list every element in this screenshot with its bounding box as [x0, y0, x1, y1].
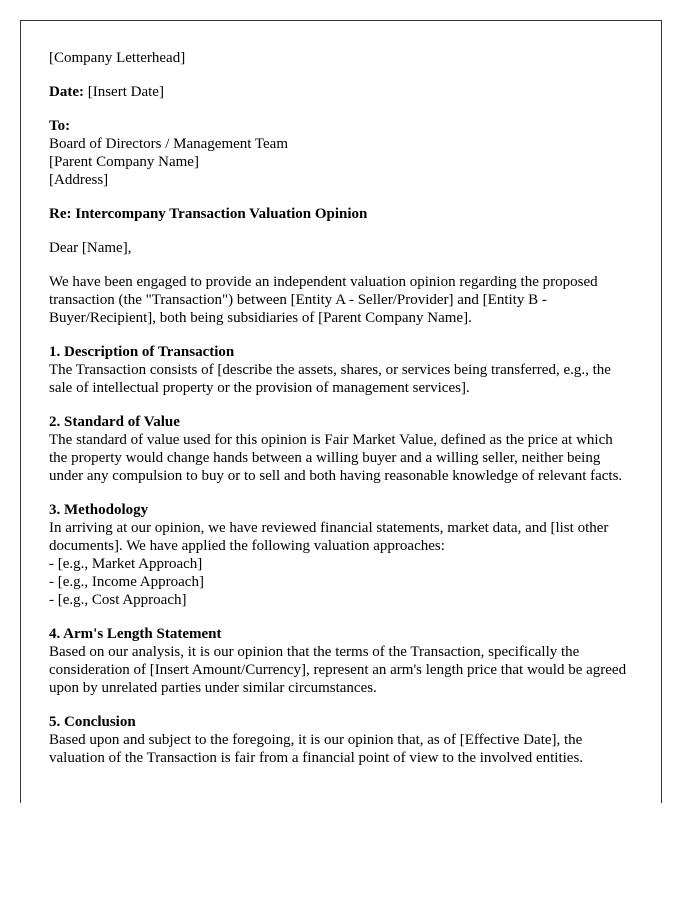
section-heading: 5. Conclusion [49, 714, 136, 730]
section-body: The standard of value used for this opinion is Fair Market Value, defined as the price at which the property would change hands between a willing buyer and a willing seller, neither being under any compulsion to buy or to sell and both having reasonable knowledge of relevant facts. [49, 432, 623, 484]
section-heading: 2. Standard of Value [49, 414, 180, 430]
letter-page [20, 20, 662, 803]
section-description [49, 343, 632, 397]
salutation: Dear [Name], [49, 240, 132, 256]
subject-line: Re: Intercompany Transaction Valuation Opinion [49, 206, 368, 222]
section-methodology [49, 501, 632, 609]
date-line [49, 83, 632, 101]
date-label: Date: [49, 84, 84, 100]
section-body: The Transaction consists of [describe the assets, shares, or services being transferred, e.g., the sale of intellectual property or the provision of management services]. [49, 362, 611, 396]
section-heading: 1. Description of Transaction [49, 344, 235, 360]
intro-paragraph: We have been engaged to provide an independent valuation opinion regarding the proposed transaction (the "Transaction") between [Entity A - Seller/Provider] and [Entity B - Buyer/Recipient], both being subsidiaries of [Parent Company Name]. [49, 274, 598, 326]
date-value: [Insert Date] [87, 84, 164, 100]
section-standard-of-value [49, 413, 632, 485]
letterhead: [Company Letterhead] [49, 50, 186, 66]
section-arms-length [49, 625, 632, 697]
section-heading: 4. Arm's Length Statement [49, 626, 222, 642]
recipient-block [49, 117, 632, 189]
section-body: Based upon and subject to the foregoing, it is our opinion that, as of [Effective Date], the valuation of the Transaction is fair from a financial point of view to the involved entities. [49, 732, 584, 766]
to-label: To: [49, 118, 71, 134]
list-item: - [e.g., Cost Approach] [49, 592, 187, 608]
section-heading: 3. Methodology [49, 502, 149, 518]
section-body: Based on our analysis, it is our opinion that the terms of the Transaction, specifically the consideration of [Insert Amount/Currency], represent an arm's length price that would be agreed upon by unrelated parties under similar circumstances. [49, 644, 627, 696]
section-body: In arriving at our opinion, we have reviewed financial statements, market data, and [list other documents]. We have applied the following valuation approaches: [49, 520, 609, 554]
list-item: - [e.g., Market Approach] [49, 556, 203, 572]
recipient-line: [Address] [49, 172, 109, 188]
list-item: - [e.g., Income Approach] [49, 574, 204, 590]
recipient-line: Board of Directors / Management Team [49, 136, 289, 152]
section-conclusion [49, 713, 632, 767]
recipient-line: [Parent Company Name] [49, 154, 199, 170]
